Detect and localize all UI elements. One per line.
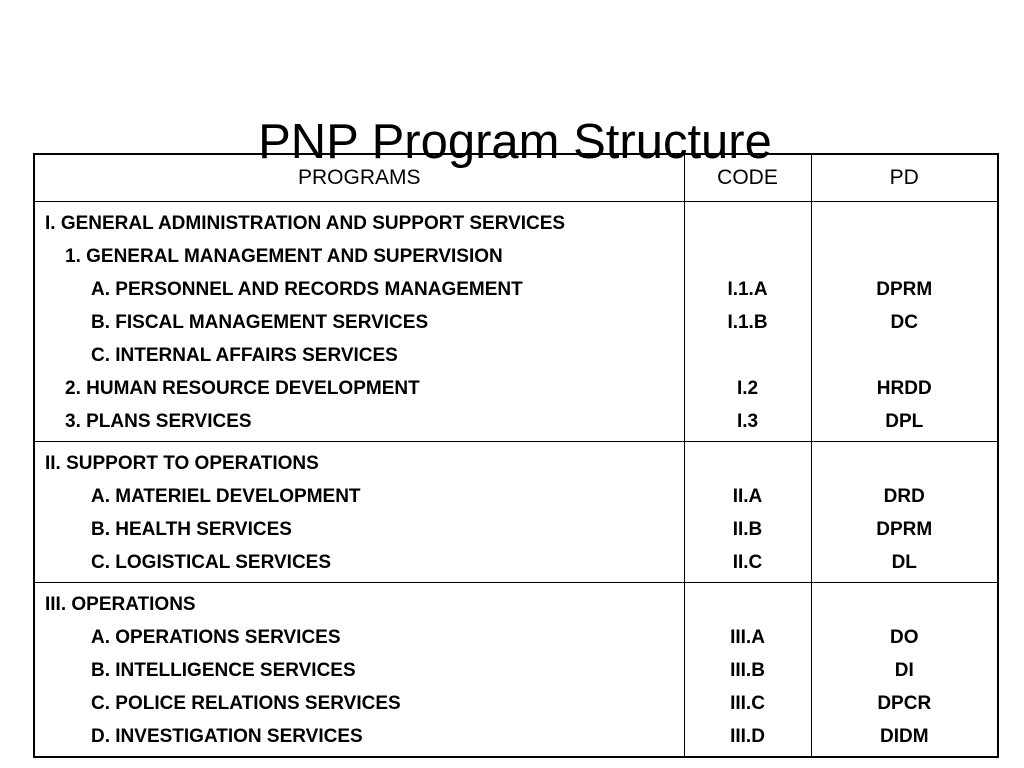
pd-cell [811,202,998,442]
code-value: I.1.B [727,312,768,333]
code-value: II.A [732,486,763,507]
program-label: C. LOGISTICAL SERVICES [91,552,332,573]
code-value [685,339,811,372]
page-title: PNP Program Structure [258,114,772,169]
codes-cell [684,202,811,442]
code-value: III.B [730,660,765,681]
program-label: II. SUPPORT TO OPERATIONS [45,453,319,474]
pd-value: HRDD [876,378,932,399]
pd-value [812,339,998,372]
programs-cell [34,202,684,442]
program-group-row [34,442,998,583]
code-value: III.C [730,693,765,714]
programs-cell [34,442,684,583]
code-value: II.C [732,552,763,573]
code-value: II.B [732,519,763,540]
pd-value: DO [890,627,919,648]
program-label: A. OPERATIONS SERVICES [91,627,341,648]
code-value [685,240,811,273]
program-label: 3. PLANS SERVICES [65,411,252,432]
codes-cell [684,583,811,758]
code-value [685,447,811,480]
program-label: 1. GENERAL MANAGEMENT AND SUPERVISION [65,246,503,267]
program-label: III. OPERATIONS [45,594,196,615]
pd-value: DC [890,312,918,333]
program-label: B. FISCAL MANAGEMENT SERVICES [91,312,429,333]
programs-cell [34,583,684,758]
pd-value: DPL [885,411,924,432]
pd-cell [811,583,998,758]
pd-value: DPCR [877,693,932,714]
pd-value: DRD [883,486,925,507]
program-table [33,153,999,758]
pd-cell [811,442,998,583]
code-value [685,588,811,621]
code-value: I.2 [736,378,759,399]
program-label: A. PERSONNEL AND RECORDS MANAGEMENT [91,279,523,300]
code-value [685,207,811,240]
table-header-row [34,154,998,202]
program-label: 2. HUMAN RESOURCE DEVELOPMENT [65,378,420,399]
pd-value [812,447,998,480]
program-label: A. MATERIEL DEVELOPMENT [91,486,361,507]
pd-value: DIDM [879,726,929,747]
pd-value [812,207,998,240]
code-value: III.A [730,627,765,648]
codes-cell [684,442,811,583]
header-pd: PD [811,154,998,202]
program-label: B. HEALTH SERVICES [91,519,292,540]
header-code: CODE [684,154,811,202]
pd-value: DPRM [876,279,933,300]
program-group-row [34,202,998,442]
pd-value [812,240,998,273]
program-label: C. POLICE RELATIONS SERVICES [91,693,401,714]
program-label: C. INTERNAL AFFAIRS SERVICES [91,345,398,366]
code-value: I.3 [736,411,759,432]
pd-value: DPRM [876,519,933,540]
pd-value: DI [894,660,914,681]
header-programs: PROGRAMS [34,154,684,202]
pd-value: DL [891,552,917,573]
program-group-row [34,583,998,758]
code-value: I.1.A [727,279,768,300]
pd-value [812,588,998,621]
program-label: I. GENERAL ADMINISTRATION AND SUPPORT SERVICES [45,213,566,234]
program-label: D. INVESTIGATION SERVICES [91,726,363,747]
code-value: III.D [730,726,765,747]
program-label: B. INTELLIGENCE SERVICES [91,660,356,681]
